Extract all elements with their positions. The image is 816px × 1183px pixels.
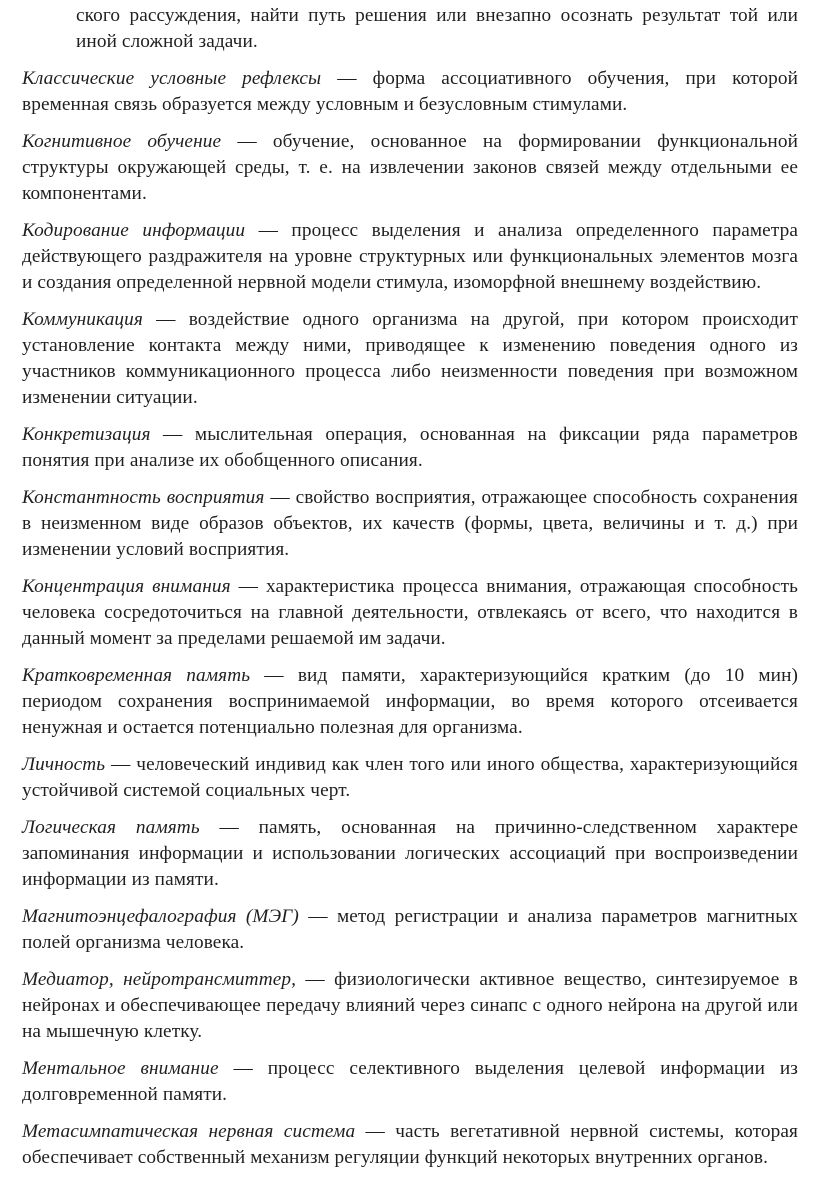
glossary-term: Классические условные рефлексы [22,68,322,89]
glossary-term: Коммуникация [22,309,143,330]
glossary-term: Конкретизация [22,424,151,445]
glossary-term: Кратковременная память [22,665,251,686]
glossary-term: Кодирование информации [22,220,246,241]
glossary-entry [22,1119,798,1171]
glossary-entry [22,66,798,118]
glossary-entry [22,663,798,741]
glossary-term: Логическая память [22,817,200,838]
glossary-definition: — процесс выделения и анализа определенного параметра действующего раздражителя на уровне структурных или функциональных элементов мозга и создания определенной нервной модели стимула, изоморфной внешнему воздействию. [22,220,798,293]
glossary-entry [22,485,798,563]
glossary-definition: — процесс селективного выделения целевой информации из долговременной памяти. [22,1058,798,1105]
glossary-entry [22,129,798,207]
glossary-term: Медиатор, нейротрансмиттер, [22,969,297,990]
glossary-term: Когнитивное обучение [22,131,222,152]
glossary-entry [22,967,798,1045]
glossary-definition: — характеристика процесса внимания, отражающая способность человека сосредоточиться на главной деятельности, отвлекаясь от всего, что находится в данный момент за пределами решаемой им задачи. [22,576,798,649]
glossary-definition: — вид памяти, характеризующийся кратким (до 10 мин) периодом сохранения воспринимаемой информации, во время которого отсеивается ненужная и остается потенциально полезная для организма. [22,665,799,738]
glossary-entry [22,218,798,296]
glossary-entry [22,307,798,411]
continuation-paragraph: ского рассуждения, найти путь решения или внезапно осознать результат той или иной сложной задачи. [76,5,798,52]
glossary-entry [22,422,798,474]
glossary-definition: — мыслительная операция, основанная на фиксации ряда параметров понятия при анализе их обобщенного описания. [22,424,798,471]
glossary-entry [22,752,798,804]
glossary-definition: — физиологически активное вещество, синтезируемое в нейронах и обеспечивающее передачу влияний через синапс с одного нейрона на другой или на мышечную клетку. [22,969,798,1042]
glossary-entry [22,1056,798,1108]
glossary-definition: — человеческий индивид как член того или иного общества, характеризующийся устойчивой системой социальных черт. [22,754,798,801]
glossary-entry [22,815,798,893]
glossary-definition: — свойство восприятия, отражающее способность сохранения в неизменном виде образов объектов, их качеств (формы, цвета, величины и т. д.) при изменении условий восприятия. [22,487,798,560]
glossary-term: Ментальное внимание [22,1058,219,1079]
glossary-entry [22,574,798,652]
glossary-term: Константность восприятия [22,487,265,508]
glossary-term: Концентрация внимания [22,576,231,597]
glossary-term: Личность [22,754,106,775]
glossary-definition: — память, основанная на причинно-следственном характере запоминания информации и использовании логических ассоциаций при воспроизведении информации из памяти. [22,817,798,890]
glossary-term: Магнитоэнцефалография (МЭГ) [22,906,299,927]
glossary-definition: — воздействие одного организма на другой, при котором происходит установление контакта между ними, приводящее к изменению поведения одного из участников коммуникационного процесса либо неизменности поведения при возможном изменении ситуации. [22,309,798,408]
glossary-definition: — форма ассоциативного обучения, при которой временная связь образуется между условным и безусловным стимулами. [22,68,798,115]
glossary-definition: — метод регистрации и анализа параметров магнитных полей организма человека. [22,906,798,953]
glossary-term: Метасимпатическая нервная система [22,1121,356,1142]
glossary-definition: — обучение, основанное на формировании функциональной структуры окружающей среды, т. е. на извлечении законов связей между отдельными ее компонентами. [22,131,798,204]
glossary-definition: — часть вегетативной нервной системы, которая обеспечивает собственный механизм регуляции функций некоторых внутренних органов. [22,1121,799,1168]
glossary-entry [22,904,798,956]
